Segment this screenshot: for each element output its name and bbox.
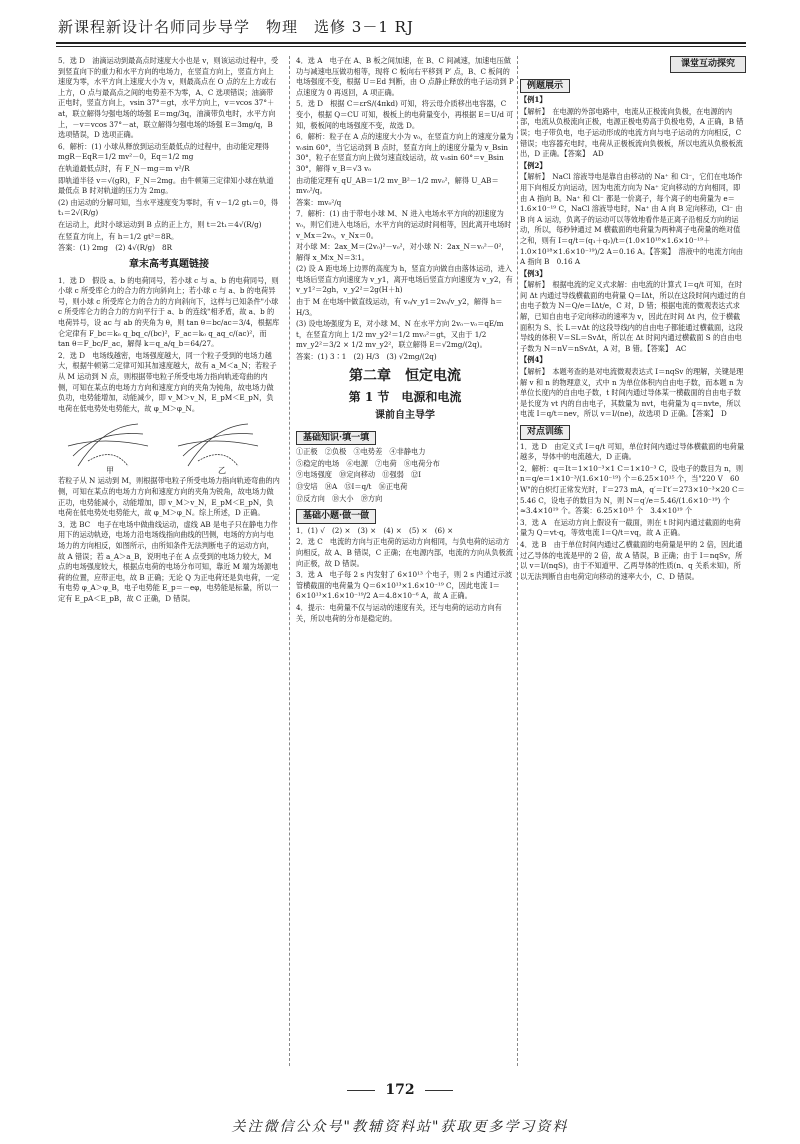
subsection-title: 课前自主导学 <box>375 409 435 421</box>
answer-item: 7．解析：(1) 由于带电小球 M、N 进入电场水平方向的初速度为 v₀，则它们进入电场后，水平方向的运动时间相等，因此离开电场时 v_Mx＝2v₀，v_Nx＝0。 <box>296 209 512 240</box>
field-line-figure <box>58 416 280 474</box>
example-tag: 【例4】 <box>520 355 547 365</box>
answer-item: 5．选 D 油滴运动到最高点时速度大小也是 v，则该运动过程中，受到竖直向下的重力和水平方向的电场力，在竖直方向上，竖直方向上速度为零，水平方向上速度大小为 v，则最高点在 O 点的左上方或右上方，O 点与最高点之间的电势差不为零，A、C 选项错误；油滴带正电时，竖直方向上，vsin 37°＝gt，水平方向上，v＝vcos 37°＋at，联立解得匀强电场的场强 E＝mg/3q，油滴带负电时，水平方向上，－v＝vcos 37°－at，联立解得匀强电场的场强 E＝3mg/q，B 选项错误，D 选项正确。 <box>58 56 279 140</box>
figure-label-jia: 甲 <box>106 466 114 476</box>
answer-item: 答案：(1) 2mg (2) 4√(R/g) 8R <box>58 243 173 253</box>
section-title: 第 1 节 电源和电流 <box>348 389 462 404</box>
header-rule-thin <box>56 46 746 47</box>
answer-item: (3) 设电场强度为 E，对小球 M、N 在水平方向 2v₀－v₀＝qE/m t，在竖直方向上 1/2 mv_y2²＝1/2 mv₀²＝gt，又由于 1/2 mv_y2²＝3/2 × 1/2 mv_y2²，联立解得 E＝√2mg/(2q)。 <box>296 319 504 350</box>
answer-item: 答案：mv₀²/q <box>296 197 342 207</box>
answer-item: 在轨道最低点时，有 F_N－mg＝m v²/R <box>58 163 190 173</box>
answer-item: 由动能定理有 qU_AB＝1/2 mv_B²－1/2 mv₀²，解得 U_AB＝mv₀²/q。 <box>296 175 499 196</box>
answer-item: 2．选 D 电场线越密，电场强度越大，同一个粒子受到的电场力越大，根据牛顿第二定律可知其加速度越大，故有 a_M＜a_N；若粒子从 M 运动到 N 点，则根据带电粒子所受电场力指向轨迹弯曲的内侧，可知在某点的电场力方向和速度方向的夹角为钝角，故电场力做负功，电势能增加，动能减少，即 v_M＞v_N，E_pM＜E_pN，负电荷在低电势处电势能大，故 φ_M＞φ_N。 <box>58 350 277 413</box>
answer-item: 即轨道半径 v＝√(gR)，F_N＝2mg。由牛顿第三定律知小球在轨道最低点 B 时对轨道的压力为 2mg。 <box>58 175 274 196</box>
quick-item: 1．(1) √ (2) × (3) × (4) × (5) × (6) × <box>296 525 454 535</box>
middle-column <box>296 56 514 625</box>
right-column <box>520 56 746 583</box>
column-divider-1 <box>289 56 290 1066</box>
answer-item: 4．选 A 电子在 A、B 板之间加速，在 B、C 间减速，加速电压做功与减速电压做功相等，现将 C 板向右平移到 P′ 点，B、C 板间的电场强度不变，根据 U＝Ed 判断，由 O 点静止释放的电子运动到 P 点速度为 0 再返回，A 项正确。 <box>296 56 514 97</box>
example-text: 【解析】 本题考查的是对电流微观表达式 I＝nqSv 的理解，关键是理解 v 和 n 的物理意义，式中 n 为单位体积内自由电子数，而本题 n 为单位长度内的自由电子数，t 时间内通过导体某一横截面的自由电子数是长度为 vt 内的自由电子，其数量为 nvt，电荷量为 q＝nvte，所以电流 I＝q/t＝nev，所以 v＝I/(ne)，故选项 D 正确。【答案】 D <box>520 367 744 419</box>
example-tag: 【例2】 <box>520 160 547 170</box>
answer-item: (2) 由运动的分解可知，当水平速度变为零时，有 v－1/2 gt₁＝0，得 t₁＝2√(R/g) <box>58 197 279 218</box>
example-tag: 【例3】 <box>520 268 547 278</box>
chapter-title: 第二章 恒定电流 <box>349 367 461 384</box>
quick-item: 2．选 C 电流的方向与正电荷的运动方向相同，与负电荷的运动方向相反，故 A、B 错误，C 正确；在电源内部，电流的方向从负极流向正极，故 D 错误。 <box>296 537 513 568</box>
left-column <box>58 56 280 606</box>
fill-item: ⑤稳定的电场 ⑥电源 ⑦电荷 ⑧电荷分布 <box>296 458 440 468</box>
training-item: 4．选 B 由于单位时间内通过乙横截面的电荷量是甲的 2 倍，因此通过乙导体的电流是甲的 2 倍，故 A 错误，B 正确；由于 I＝nqSv，所以 v＝I/(nqS)，由于不知道甲、乙两导体的性质(n、q 关系未知)，所以无法判断自由电荷定向移动的速率大小，C、D 错误。 <box>520 539 743 581</box>
fill-item: ⑬安培 ⑭A ⑮I＝q/t ⑯正电荷 <box>296 482 408 491</box>
answer-item: 在竖直方向上，有 h＝1/2 gt²＝8R。 <box>58 231 179 241</box>
example-box: 例题展示 <box>520 79 570 94</box>
example-text: 【解析】 根据电流的定义式求解：由电流的计算式 I＝q/t 可知，在时间 Δt 内通过导线横截面的电荷量 Q＝IΔt，所以在这段时间内通过的自由电子数为 N＝Q/e＝IΔt/e，C 对，D 错；根据电流的微观表达式求解，已知自由电子定向移动的速率为 v，因此在时间 Δt 内，位于横截面积为 S、长 L＝vΔt 的这段导线内的自由电子都能通过横截面，这段导线的体积 V＝SL＝SvΔt，所以在 Δt 时间内通过横截面 S 的自由电子数为 N＝nV＝nSvΔt，A 对，B 错。【答案】 AC <box>520 280 746 353</box>
answer-item: 答案：(1) 3∶1 (2) H/3 (3) √2mg/(2q) <box>296 352 437 362</box>
training-box: 对点训练 <box>520 425 570 440</box>
answer-item: (2) 设 A 距电场上边界的高度为 h，竖直方向做自由落体运动，进入电场后竖直方向速度为 v_y1，离开电场后竖直方向速度为 v_y2，有 v_y1²＝2gh，v_y2²＝2g(H＋h) <box>296 264 513 295</box>
example-text: 【解析】 在电源的外部电路中，电流从正极流向负极，在电源的内部，电流从负极流向正极，电源正极电势高于负极电势，A 正确，B 错误；电子带负电，电子运动形成的电流方向与电子运动的方向相反，C 错误；电容器充电时，电荷从正极板流向负极板，所以电流从负极板流出，D 正确。【答案】 AD <box>520 106 744 159</box>
footer-note: 关注微信公众号"教辅资料站"获取更多学习资料 <box>231 1119 569 1135</box>
answer-item: 3．选 BC 电子在电场中做曲线运动，虚线 AB 是电子只在静电力作用下的运动轨迹，电场力沿电场线指向曲线的凹侧，电场的方向与电场力的方向相反，如图所示，由所知条件无法判断电子的运动方向，故 A 错误；若 a_A＞a_B，说明电子在 A 点受到的电场力较大，M 点的电场强度较大，根据点电荷的电场分布可知，靠近 M 端为场源电荷的位置，应带正电，故 B 正确；无论 Q 为正电荷还是负电荷，一定有电势 φ_A＞φ_B，电子电势能 E_p＝－eφ，电势能是标量，所以一定有 E_pA＜E_pB，故 C 正确，D 错误。 <box>58 519 280 603</box>
chapter-link-heading: 章末高考真题链接 <box>129 258 209 270</box>
quick-item: 3．选 A 电子每 2 s 内发射了 6×10¹³ 个电子，则 2 s 内通过示波管横截面的电荷量为 Q＝6×10¹³×1.6×10⁻¹⁹ C，因此电流 I＝6×10¹³×1.6×10⁻¹⁹/2 A＝4.8×10⁻⁶ A，故 A 正确。 <box>296 570 513 601</box>
page-header: 新课程新设计名师同步导学 物理 选修 3－1 RJ <box>58 18 414 36</box>
training-item: 3．选 A 在运动方向上假设有一截面，则在 t 时间内通过截面的电荷量为 Q＝vt·q，等效电流 I＝Q/t＝vq，故 A 正确。 <box>520 517 741 538</box>
quick-practice-box: 基础小题·做一做 <box>296 509 376 524</box>
answer-item: 6．解析：(1) 小球从释放到运动至最低点的过程中，由动能定理得 mgR－EqR＝1/2 mv²－0，Eq＝1/2 mg <box>58 141 270 162</box>
figure-label-yi: 乙 <box>218 466 226 476</box>
answer-item: 对小球 M：2ax_M＝(2v₀)²－v₀²，对小球 N：2ax_N＝v₀²－0²，解得 x_M∶x_N＝3∶1。 <box>296 242 509 262</box>
answer-item: 1．选 D 假设 a、b 的电荷同号，若小球 c 与 a、b 的电荷同号，则小球 c 所受库仑力的合力的方向斜向上；若小球 c 与 a、b 的电荷异号，则小球 c 所受库仑力的合力的方向斜向下，这样与已知条件"小球 c 所受库仑力的合力的方向平行于 a、b 的连线"相矛盾，故 a、b 的电荷异号，设 ac 与 ab 的夹角为 θ，则 tan θ＝bc/ac＝3/4，根据库仑定律有 F_bc＝k₀ q_bq_c/(bc)²，F_ac＝k₀ q_aq_c/(ac)²，而 tan θ＝F_bc/F_ac，解得 k＝q_a/q_b＝64/27。 <box>58 275 280 349</box>
quick-item: 4．提示：电荷量不仅与运动的速度有关，还与电荷的运动方向有关，所以电荷的分布是稳定的。 <box>296 602 502 623</box>
answer-item: 5．选 D 根据 C＝εrS/(4πkd) 可知，将云母介质移出电容器，C 变小，根据 Q＝CU 可知，极板上的电荷量变小，再根据 E＝U/d 可知，极板间的电场强度不变，故选 D。 <box>296 99 514 130</box>
fill-item: ⑨电场强度 ⑩定向移动 ⑪强弱 ⑫I <box>296 470 422 480</box>
answer-item: 6．解析：粒子在 A 点的速度大小为 v₀，在竖直方向上的速度分量为 v₀sin 60°，当它运动到 B 点时，竖直方向上的速度分量为 v_Bsin 30°，粒子在竖直方向上做匀速直线运动，故 v₀sin 60°＝v_Bsin 30°，解得 v_B＝√3 v₀ <box>296 132 514 173</box>
answer-item: 在运动上，此时小球运动到 B 点的正上方，则 t＝2t₁＝4√(R/g) <box>58 219 262 229</box>
fill-item: ①正极 ②负极 ③电势差 ④非静电力 <box>296 447 426 457</box>
page-number: 172 <box>0 1082 800 1098</box>
example-tag: 【例1】 <box>520 95 547 105</box>
training-item: 1．选 D 由定义式 I＝q/t 可知，单位时间内通过导体横截面的电荷量越多，导体中的电流越大，D 正确。 <box>520 441 745 462</box>
answer-item: 由于 M 在电场中做直线运动，有 v₀/v_y1＝2v₀/v_y2，解得 h＝H/3。 <box>296 297 503 317</box>
basic-knowledge-box: 基础知识·填一填 <box>296 431 376 446</box>
field-line-diagram <box>58 416 280 474</box>
header-rule <box>56 42 746 44</box>
fill-item: ⑰反方向 ⑱大小 ⑲方向 <box>296 493 383 503</box>
section-tag: 课堂互动探究 <box>670 56 746 73</box>
training-item: 2．解析：q＝It＝1×10⁻³×1 C＝1×10⁻³ C，设电子的数目为 n，则 n＝q/e＝1×10⁻³/(1.6×10⁻¹⁹) 个＝6.25×10¹⁵ 个，当"220 V 60 W"的白炽灯正常发光时，I′＝273 mA，q′＝I′t′＝273×10⁻³×20 C＝5.46 C，设电子的数目为 N，则 N＝q′/e＝5.46/(1.6×10⁻¹⁹) 个≈3.4×10¹⁹ 个。答案：6.25×10¹⁵ 个 3.4×10¹⁹ 个 <box>520 463 745 516</box>
column-divider-2 <box>517 56 518 1066</box>
example-text: 【解析】 NaCl 溶液导电是靠自由移动的 Na⁺ 和 Cl⁻，它们在电场作用下向相反方向运动，因为电流方向为 Na⁺ 定向移动的方向相同，即由 A 指向 B。Na⁺ 和 Cl⁻ 都是一价离子，每个离子的电荷量为 e＝1.6×10⁻¹⁹ C，NaCl 溶液导电时，Na⁺ 由 A 向 B 定向移动，Cl⁻ 由 B 向 A 运动，负离子的运动可以等效地看作是正离子沿相反方向的运动，所以，每秒钟通过 M 横截面的电荷量为两种离子电荷量的绝对值之和，则有 I＝q/t＝(q₁＋q₂)/t＝(1.0×10¹⁸×1.6×10⁻¹⁹＋1.0×10¹⁸×1.6×10⁻¹⁹)/2 A＝0.16 A。【答案】 溶液中的电流方向由 A 指向 B 0.16 A <box>520 172 744 267</box>
answer-item: 若粒子从 N 运动到 M，则根据带电粒子所受电场力指向轨迹弯曲的内侧，可知在某点的电场力方向和速度方向的夹角为锐角，故电场力做正功，电势能减小，动能增加，即 v_M＞v_N，E_pM＜E_pN，负电荷在低电势处电势能大，故 φ_M＞φ_N。综上所述，D 正确。 <box>58 476 280 518</box>
